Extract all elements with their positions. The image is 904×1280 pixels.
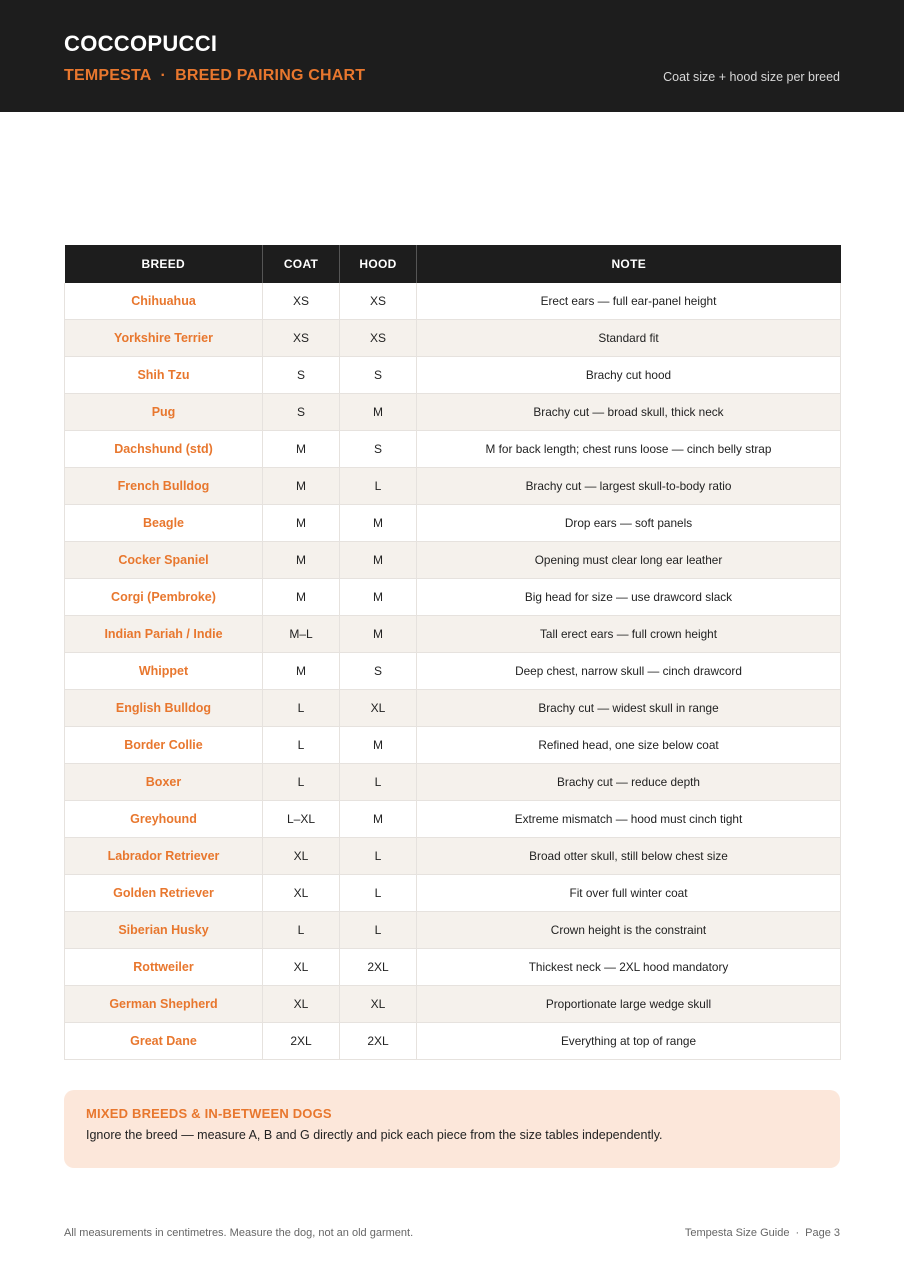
table-row [65,394,841,431]
note-cell: Deep chest, narrow skull — cinch drawcord [417,653,841,690]
table-row [65,1023,841,1060]
table-row [65,505,841,542]
hood-cell: S [340,357,417,394]
table-row [65,468,841,505]
note-cell: Big head for size — use drawcord slack [417,579,841,616]
coat-cell: L [263,727,340,764]
hood-cell: L [340,912,417,949]
coat-cell: M [263,505,340,542]
breed-cell: Labrador Retriever [65,838,263,875]
column-header-coat: COAT [263,245,340,283]
coat-cell: M–L [263,616,340,653]
coat-cell: S [263,394,340,431]
note-cell: Broad otter skull, still below chest size [417,838,841,875]
hood-cell: M [340,394,417,431]
table-row [65,616,841,653]
breed-cell: Dachshund (std) [65,431,263,468]
breed-cell: Whippet [65,653,263,690]
footer-page-number: Page 3 [805,1227,840,1239]
breed-cell: German Shepherd [65,986,263,1023]
table-header-row [65,245,841,283]
breed-cell: English Bulldog [65,690,263,727]
coat-cell: L [263,764,340,801]
note-cell: Extreme mismatch — hood must cinch tight [417,801,841,838]
note-cell: Brachy cut hood [417,357,841,394]
table-row [65,764,841,801]
column-header-hood: HOOD [340,245,417,283]
coat-cell: XL [263,949,340,986]
footer-guide-name: Tempesta Size Guide [684,1227,790,1239]
note-cell: Thickest neck — 2XL hood mandatory [417,949,841,986]
table-row [65,801,841,838]
hood-cell: XS [340,283,417,320]
coat-cell: XL [263,875,340,912]
table-body [65,283,841,1060]
table-row [65,283,841,320]
coat-cell: L [263,912,340,949]
hood-cell: S [340,653,417,690]
note-cell: Brachy cut — widest skull in range [417,690,841,727]
table-row [65,838,841,875]
breed-cell: Siberian Husky [65,912,263,949]
coat-cell: L [263,690,340,727]
note-cell: Fit over full winter coat [417,875,841,912]
hood-cell: M [340,727,417,764]
footer-page-info [685,1227,840,1239]
table-row [65,320,841,357]
note-cell: M for back length; chest runs loose — cinch belly strap [417,431,841,468]
table-row [65,579,841,616]
page-header [0,0,904,112]
table-row [65,986,841,1023]
hood-cell: L [340,875,417,912]
header-tagline: Coat size + hood size per breed [663,70,840,84]
breed-cell: Cocker Spaniel [65,542,263,579]
breed-cell: Indian Pariah / Indie [65,616,263,653]
note-cell: Brachy cut — largest skull-to-body ratio [417,468,841,505]
breed-cell: Rottweiler [65,949,263,986]
table-row [65,727,841,764]
note-cell: Standard fit [417,320,841,357]
table-row [65,653,841,690]
coat-cell: M [263,653,340,690]
hood-cell: M [340,542,417,579]
footer-separator: · [795,1227,800,1239]
note-cell: Refined head, one size below coat [417,727,841,764]
breed-cell: Pug [65,394,263,431]
hood-cell: L [340,838,417,875]
hood-cell: 2XL [340,949,417,986]
footer-note: All measurements in centimetres. Measure the dog, not an old garment. [64,1227,414,1239]
note-cell: Opening must clear long ear leather [417,542,841,579]
breed-cell: Greyhound [65,801,263,838]
note-cell: Drop ears — soft panels [417,505,841,542]
product-name: TEMPESTA [64,67,152,84]
note-cell: Brachy cut — reduce depth [417,764,841,801]
table-row [65,431,841,468]
hood-cell: M [340,579,417,616]
title-separator: · [160,67,167,84]
chart-title: BREED PAIRING CHART [175,67,366,84]
hood-cell: XL [340,690,417,727]
coat-cell: XL [263,838,340,875]
hood-cell: M [340,801,417,838]
coat-cell: XL [263,986,340,1023]
table-row [65,357,841,394]
breed-cell: Yorkshire Terrier [65,320,263,357]
note-cell: Erect ears — full ear-panel height [417,283,841,320]
breed-cell: Beagle [65,505,263,542]
breed-cell: Boxer [65,764,263,801]
table-row [65,912,841,949]
coat-cell: 2XL [263,1023,340,1060]
breed-cell: Border Collie [65,727,263,764]
breed-pairing-table [64,245,841,1060]
hood-cell: L [340,764,417,801]
note-cell: Brachy cut — broad skull, thick neck [417,394,841,431]
breed-cell: Golden Retriever [65,875,263,912]
coat-cell: S [263,357,340,394]
column-header-note: NOTE [417,245,841,283]
table-row [65,875,841,912]
brand-name: COCCOPUCCI [64,31,218,56]
breed-cell: Corgi (Pembroke) [65,579,263,616]
breed-cell: French Bulldog [65,468,263,505]
hood-cell: XS [340,320,417,357]
coat-cell: XS [263,283,340,320]
note-cell: Proportionate large wedge skull [417,986,841,1023]
coat-cell: M [263,431,340,468]
hood-cell: S [340,431,417,468]
breed-cell: Great Dane [65,1023,263,1060]
coat-cell: M [263,542,340,579]
callout-title: MIXED BREEDS & IN-BETWEEN DOGS [86,1106,332,1121]
coat-cell: XS [263,320,340,357]
hood-cell: 2XL [340,1023,417,1060]
hood-cell: M [340,616,417,653]
mixed-breeds-callout [64,1090,840,1168]
table-row [65,690,841,727]
hood-cell: M [340,505,417,542]
table-row [65,949,841,986]
note-cell: Crown height is the constraint [417,912,841,949]
callout-text: Ignore the breed — measure A, B and G directly and pick each piece from the size tables independently. [86,1128,663,1142]
hood-cell: L [340,468,417,505]
breed-cell: Chihuahua [65,283,263,320]
hood-cell: XL [340,986,417,1023]
coat-cell: M [263,468,340,505]
coat-cell: L–XL [263,801,340,838]
chart-subtitle [64,67,365,85]
breed-cell: Shih Tzu [65,357,263,394]
note-cell: Everything at top of range [417,1023,841,1060]
coat-cell: M [263,579,340,616]
note-cell: Tall erect ears — full crown height [417,616,841,653]
table-row [65,542,841,579]
column-header-breed: BREED [65,245,263,283]
